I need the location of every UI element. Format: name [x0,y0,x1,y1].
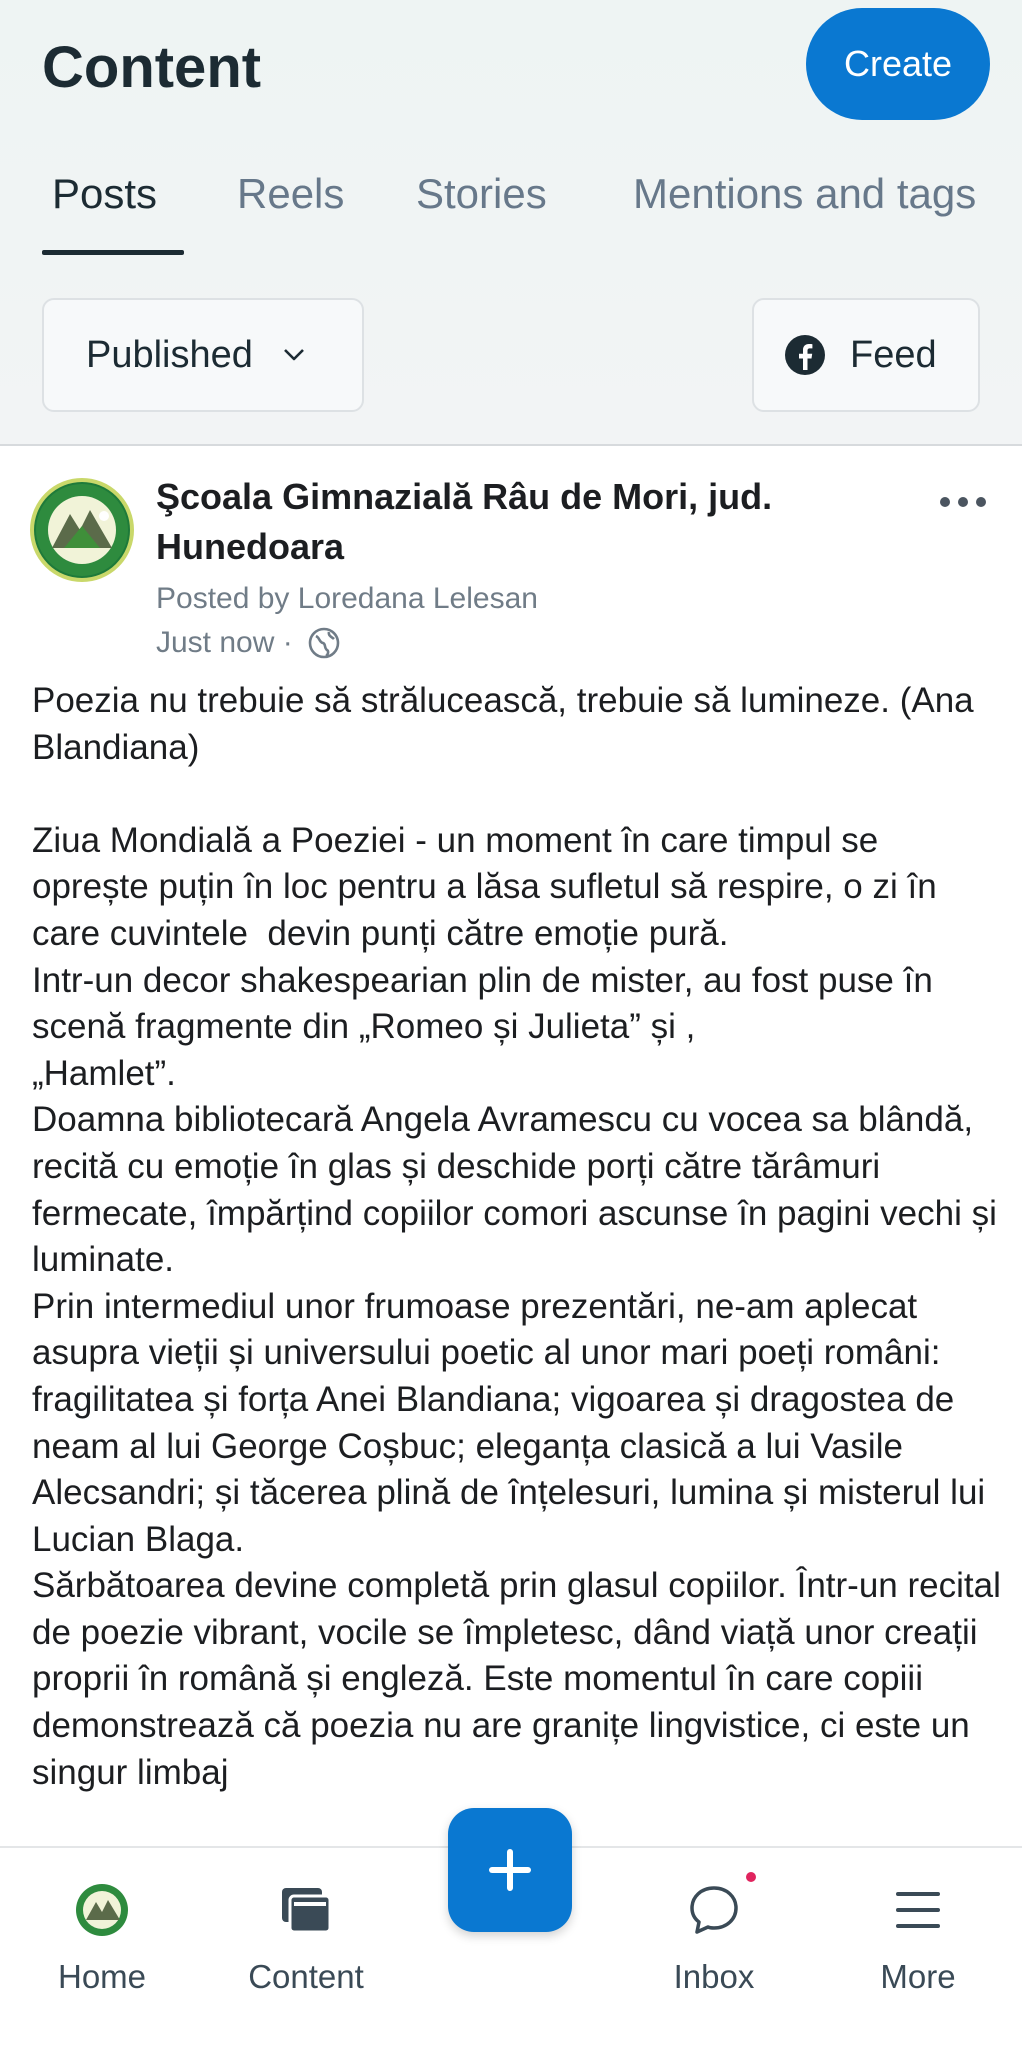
chevron-down-icon [283,348,305,362]
nav-content-label: Content [248,1958,364,1995]
page-avatar[interactable] [30,478,134,582]
post-time-label: Just now · [156,626,293,659]
hamburger-menu-icon [890,1882,946,1938]
more-options-icon[interactable] [938,494,988,510]
globe-icon [307,626,341,660]
posted-by-text: Posted by Loredana Lelesan [156,582,538,615]
nav-home-label: Home [57,1958,147,1995]
nav-more-label: More [880,1958,956,1995]
create-post-fab[interactable] [448,1808,572,1932]
create-button[interactable]: Create [806,8,990,120]
nav-more[interactable] [816,1848,1020,2048]
plus-icon [487,1847,533,1893]
tab-posts[interactable]: Posts [52,170,158,217]
post-text: Poezia nu trebuie să strălucească, trebuie să lumineze. (Ana Blandiana) Ziua Mondială a Poeziei - un moment în care timpul se oprește puțin în loc pentru a lăsa sufletul să respire, o zi în care cuvintele devin punți către emoție pură. Intr-un decor shakespearian plin de mister, au fost puse în scenă fragmente din „Romeo și Julieta” și , „Hamlet”. Doamna bibliotecară Angela Avramescu cu vocea sa blândă, recită cu emoție în glas și deschide porți către tărâmuri fermecate, împărțind copiilor comori ascunse în pagini vechi și luminate. Prin intermediul unor frumoase prezentări, ne-am aplecat asupra vieții și universului poetic al unor mari poeți români: fragilitatea și forța Anei Blandiana; vigoarea și dragostea de neam al lui George Coșbuc; eleganța clasică a lui Vasile Alecsandri; și tăcerea plină de înțelesuri, lumina și misterul lui Lucian Blaga. Sărbătoarea devine completă prin glasul copiilor. Într-un recital de poezie vibrant, vocile se împletesc, dând viață unor creații proprii în română și engleză. Este momentul în care copiii demonstrează că poezia nu are granițe lingvistice, ci este un singur limbaj [32,681,1001,1792]
tab-stories[interactable]: Stories [416,170,547,217]
page-title: Content [42,35,262,100]
nav-inbox-label: Inbox [673,1958,755,1995]
active-tab-indicator [42,250,184,255]
content-header-area [0,0,1022,446]
nav-inbox[interactable] [612,1848,816,2048]
facebook-icon [784,334,826,376]
page-avatar-icon [74,1882,130,1938]
platform-filter-button[interactable] [752,298,980,412]
content-tabs [0,150,1022,250]
nav-content[interactable] [204,1848,408,2048]
page-name[interactable]: Şcoala Gimnazială Râu de Mori, jud. Hunedoara [156,476,773,567]
tab-mentions-and-tags[interactable]: Mentions and tags [633,170,977,217]
status-filter-dropdown[interactable] [42,298,364,412]
status-filter-label: Published [86,333,253,376]
chat-bubble-icon [686,1882,742,1938]
post-time [156,626,341,660]
school-logo-icon [34,482,130,578]
content-icon [278,1882,334,1938]
platform-filter-label: Feed [850,333,937,376]
notification-badge [746,1872,756,1882]
tab-reels[interactable]: Reels [237,170,345,217]
nav-home[interactable] [0,1848,204,2048]
